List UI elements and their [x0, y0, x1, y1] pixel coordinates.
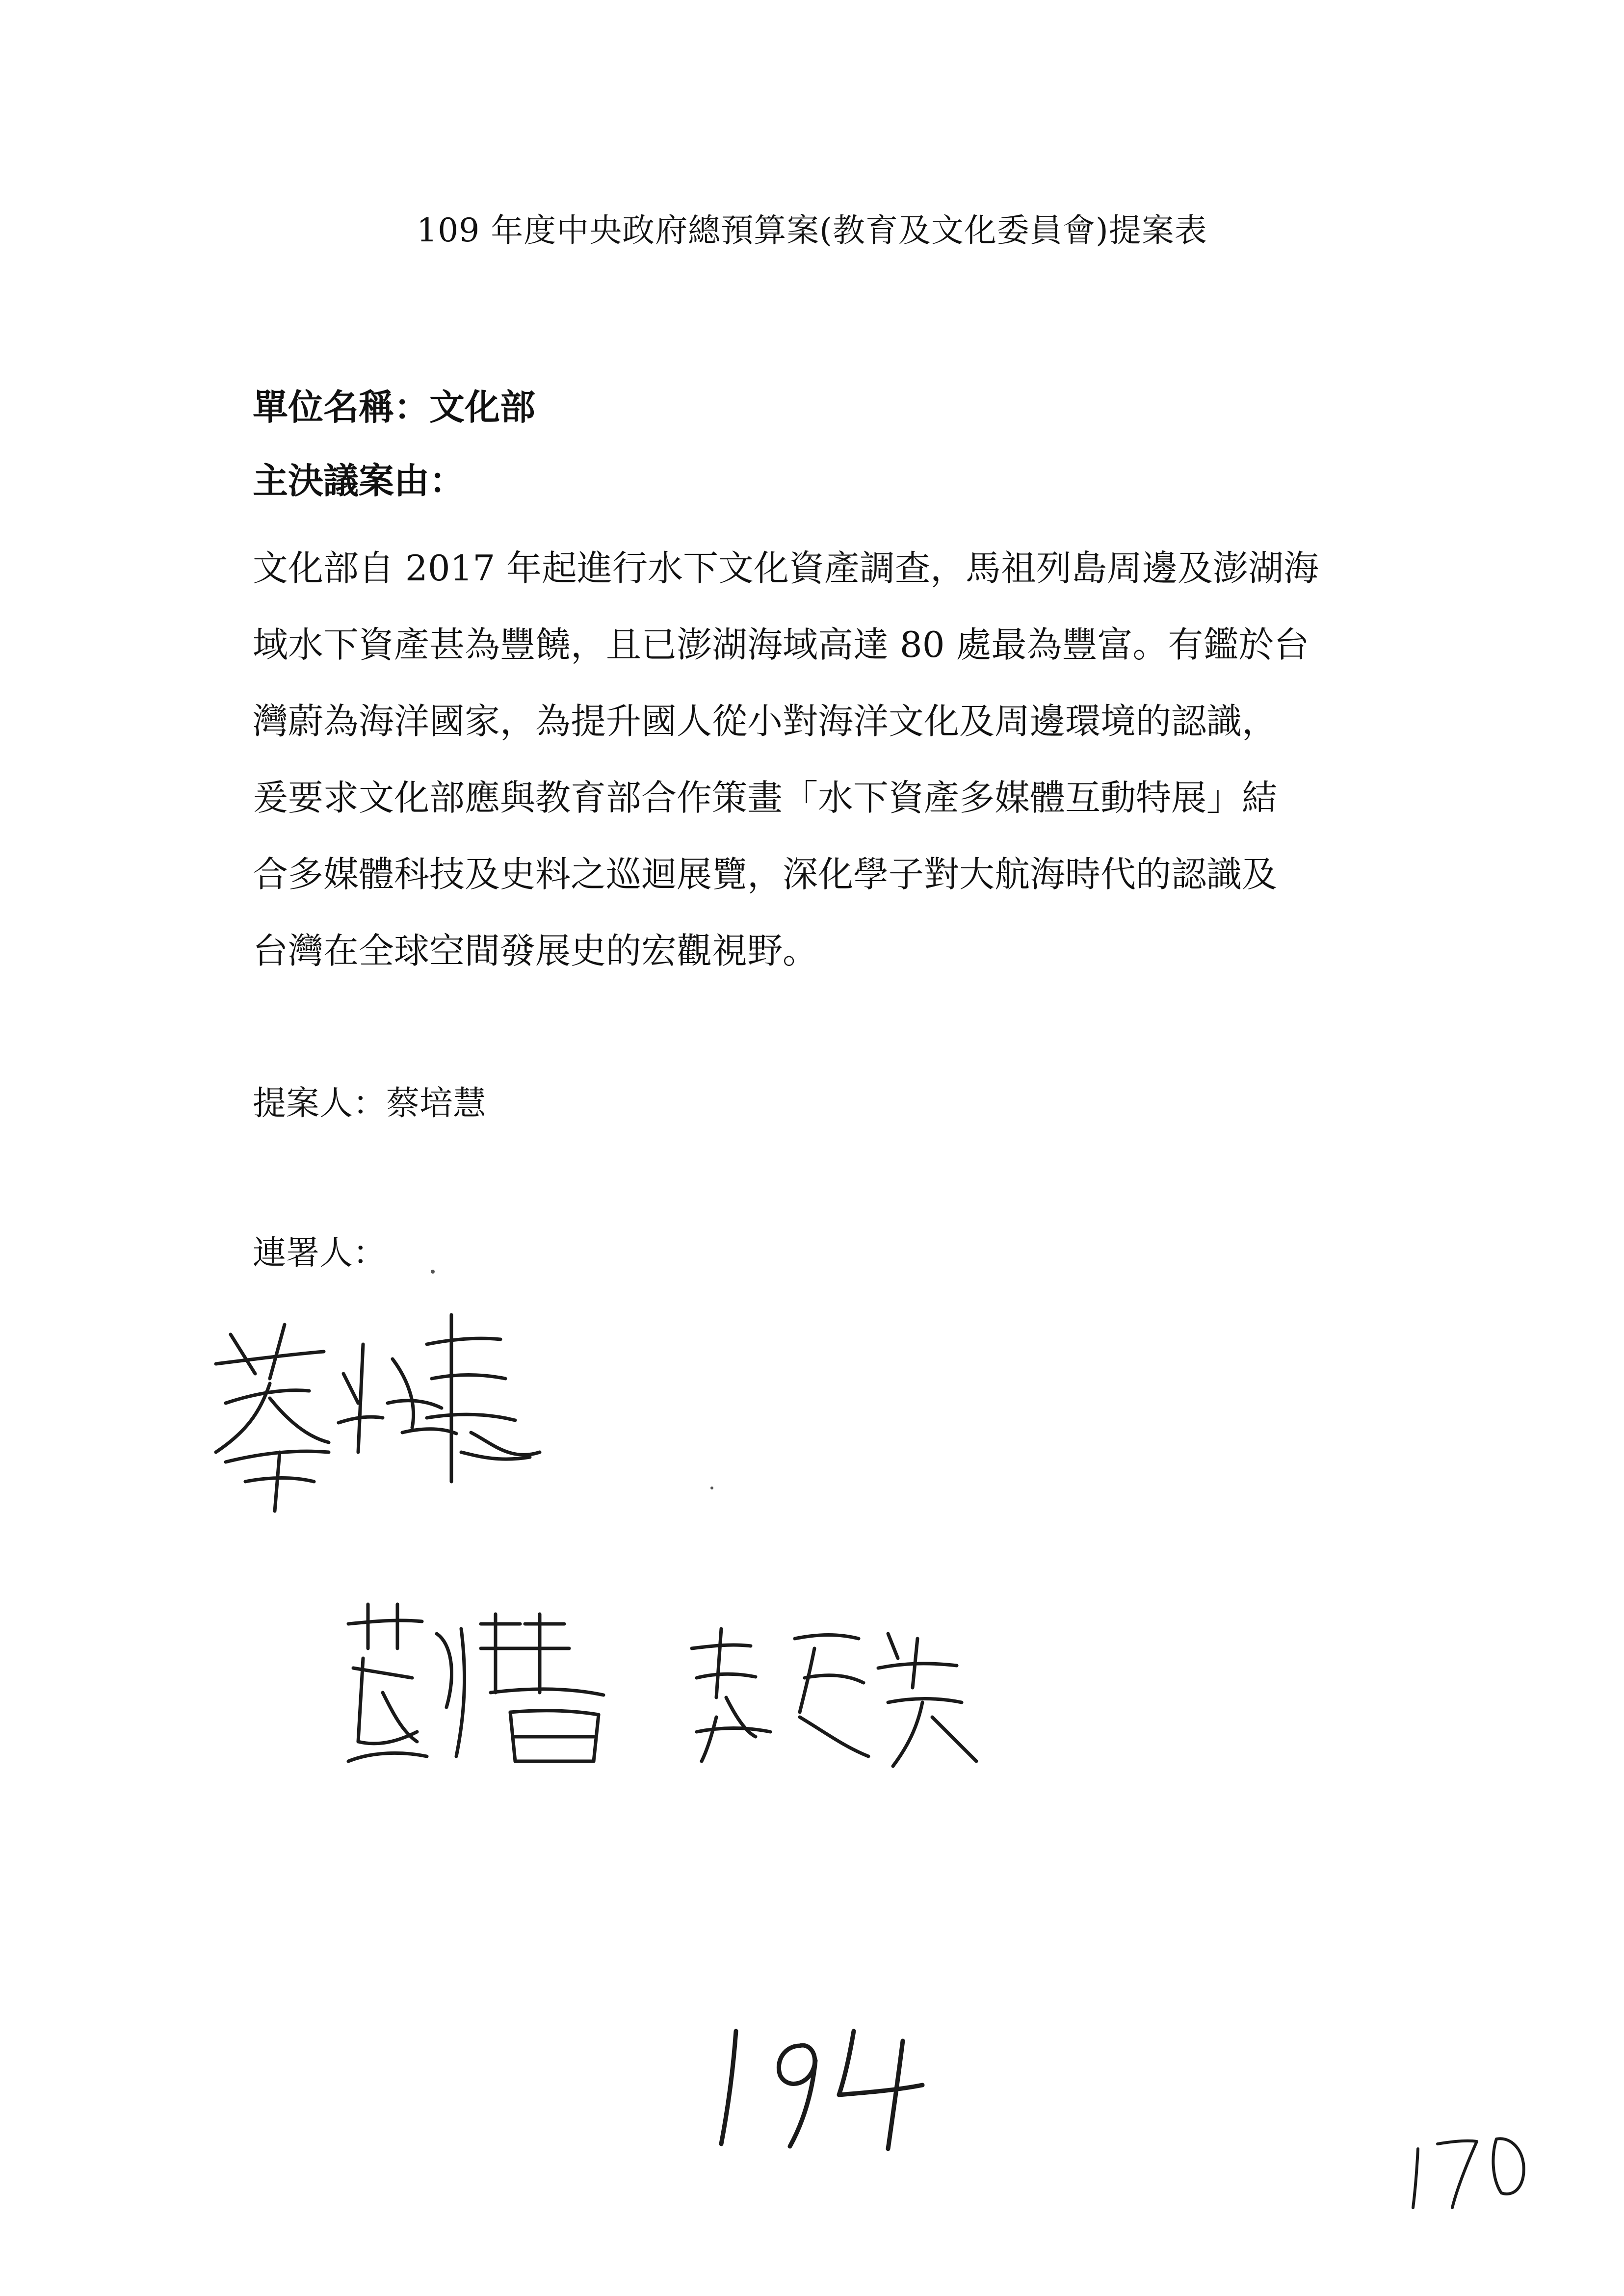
body-line: 灣蔚為海洋國家，為提升國人從小對海洋文化及周邊環境的認識，	[253, 701, 1278, 742]
document-title: 109 年度中央政府總預算案(教育及文化委員會)提案表	[417, 211, 1207, 249]
signature-3	[682, 1619, 986, 1781]
proposer-line: 提案人：蔡培慧	[253, 1084, 487, 1123]
body-line: 爰要求文化部應與教育部合作策畫「水下資產多媒體互動特展」結	[253, 777, 1278, 818]
body-line: 域水下資產甚為豐饒，且已澎湖海域高達 80 處最為豐富。有鑑於台	[253, 624, 1310, 665]
handwritten-side-number	[1403, 2119, 1531, 2218]
body-line: 文化部自 2017 年起進行水下文化資產調查，馬祖列島周邊及澎湖海	[253, 548, 1319, 589]
resolution-reason-label: 主決議案由：	[253, 460, 465, 501]
signature-2	[334, 1594, 638, 1781]
body-line: 台灣在全球空間發展史的宏觀視野。	[253, 930, 818, 971]
body-line: 合多媒體科技及史料之巡迴展覽，深化學子對大航海時代的認識及	[253, 854, 1278, 895]
ink-speck	[431, 1270, 435, 1274]
ink-speck	[710, 1487, 713, 1489]
cosigner-label: 連署人：	[253, 1234, 387, 1273]
handwritten-page-number	[707, 2011, 932, 2159]
signature-1	[196, 1305, 550, 1516]
unit-name-label: 單位名稱：文化部	[253, 387, 536, 428]
resolution-body	[253, 530, 1376, 989]
